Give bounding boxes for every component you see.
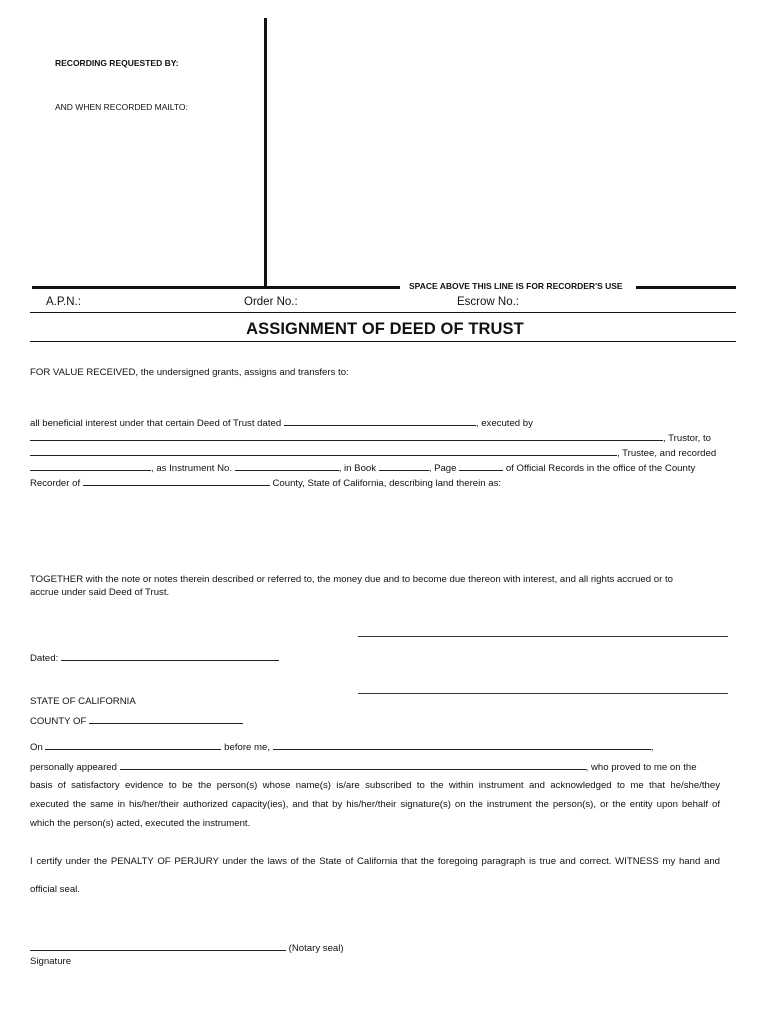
trustee-field[interactable] [30, 447, 617, 456]
document-title: ASSIGNMENT OF DEED OF TRUST [246, 320, 524, 338]
on-before-comma: , [650, 742, 654, 753]
notary-date-field[interactable] [45, 741, 221, 750]
dated-row [30, 652, 279, 664]
before-me-label: before me, [224, 742, 271, 753]
together-line-1: TOGETHER with the note or notes therein described or referred to, the money due and to become due thereon with interest, and all rights accrued or to [30, 574, 673, 585]
header-rule-bottom [30, 341, 736, 342]
signature-label: Signature [30, 956, 72, 967]
deed-line-1 [30, 417, 533, 429]
recorder-use-label: SPACE ABOVE THIS LINE IS FOR RECORDER'S USE [409, 281, 623, 291]
trustor-field[interactable] [30, 432, 663, 441]
book-field[interactable] [379, 462, 429, 471]
recorder-of-text: Recorder of [30, 478, 81, 489]
header-rule-top [30, 312, 736, 313]
personally-appeared-row [30, 761, 697, 773]
apn-label: A.P.N.: [46, 296, 81, 308]
intro-text: FOR VALUE RECEIVED, the undersigned grants, assigns and transfers to: [30, 367, 349, 378]
recording-requested-by-label: RECORDING REQUESTED BY: [55, 58, 179, 68]
deed-date-field[interactable] [284, 417, 476, 426]
order-number-label: Order No.: [244, 296, 298, 308]
county-field[interactable] [83, 477, 270, 486]
recording-divider-vertical [264, 18, 267, 288]
instrument-number-field[interactable] [235, 462, 339, 471]
signature-line-1[interactable] [358, 636, 728, 637]
trustor-to-text: , Trustor, to [663, 433, 711, 444]
notary-seal-label: (Notary seal) [288, 943, 344, 954]
dated-label: Dated: [30, 653, 59, 664]
signature-line-2[interactable] [358, 693, 728, 694]
recording-divider-left [32, 286, 400, 289]
in-book-text: , in Book [338, 463, 377, 474]
executed-by-text: , executed by [475, 418, 533, 429]
who-proved-text: , who proved to me on the [585, 762, 697, 773]
recording-date-field[interactable] [30, 462, 151, 471]
certify-line-2: official seal. [30, 884, 80, 895]
on-before-row [30, 741, 653, 753]
trustee-recorded-text: , Trustee, and recorded [617, 448, 717, 459]
certify-line-1: I certify under the PENALTY OF PERJURY under the laws of the State of California that the foregoing paragraph is true and correct. WITNESS my hand and [30, 856, 720, 867]
page-text: , Page [428, 463, 457, 474]
state-label: STATE OF CALIFORNIA [30, 696, 136, 707]
official-records-text: of Official Records in the office of the County [505, 463, 696, 474]
escrow-number-label: Escrow No.: [457, 296, 519, 308]
on-label: On [30, 742, 43, 753]
notary-county-field[interactable] [89, 715, 243, 724]
personally-appeared-label: personally appeared [30, 762, 117, 773]
dated-field[interactable] [61, 652, 279, 661]
together-line-2: accrue under said Deed of Trust. [30, 587, 170, 598]
notary-which-line: which the person(s) acted, executed the instrument. [30, 818, 251, 829]
recording-divider-right [636, 286, 736, 289]
county-state-text: County, State of California, describing land therein as: [272, 478, 502, 489]
page-field[interactable] [459, 462, 503, 471]
instrument-no-text: , as Instrument No. [151, 463, 233, 474]
notary-basis-line: basis of satisfactory evidence to be the person(s) whose name(s) is/are subscribed to the within instrument and acknowledged to me that he/she/they [30, 780, 720, 791]
beneficial-interest-text: all beneficial interest under that certain Deed of Trust dated [30, 418, 282, 429]
notary-name-field[interactable] [273, 741, 651, 750]
appeared-name-field[interactable] [120, 761, 586, 770]
mailto-label: AND WHEN RECORDED MAILTO: [55, 102, 188, 112]
county-row [30, 715, 243, 727]
deed-line-3 [30, 447, 716, 459]
county-of-label: COUNTY OF [30, 716, 87, 727]
deed-line-2 [30, 432, 711, 444]
notary-signature-field[interactable] [30, 942, 286, 951]
notary-signature-row [30, 942, 344, 954]
deed-line-4 [30, 462, 695, 474]
deed-line-5 [30, 477, 501, 489]
notary-executed-line: executed the same in his/her/their authorized capacity(ies), and that by his/her/their signature(s) on the instrument the person(s), or the entity upon behalf of [30, 799, 720, 810]
